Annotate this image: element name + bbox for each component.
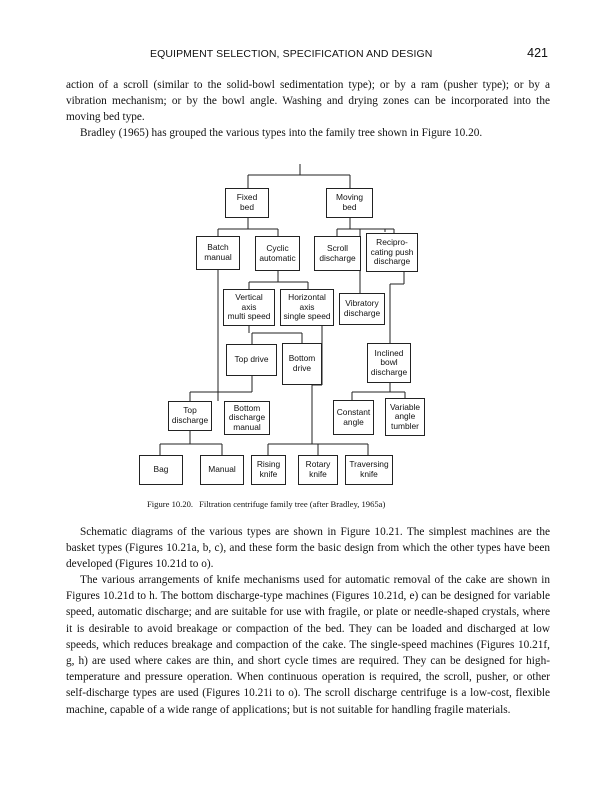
figure-caption-label: Figure 10.20. xyxy=(147,499,194,509)
node-moving-bed: Moving bed xyxy=(326,188,373,218)
page-number: 421 xyxy=(527,46,548,60)
node-batch-manual: Batch manual xyxy=(196,236,240,270)
node-vertical-axis: Vertical axis multi speed xyxy=(223,289,275,326)
node-top-discharge: Top discharge xyxy=(168,401,212,431)
node-horizontal-axis: Horizontal axis single speed xyxy=(280,289,334,326)
node-vibratory-discharge: Vibratory discharge xyxy=(339,293,385,325)
node-constant-angle: Constant angle xyxy=(333,400,374,435)
node-inclined-bowl: Inclined bowl discharge xyxy=(367,343,411,383)
node-rotary-knife: Rotary knife xyxy=(298,455,338,485)
node-rising-knife: Rising knife xyxy=(251,455,286,485)
node-traversing-knife: Traversing knife xyxy=(345,455,393,485)
node-top-drive: Top drive xyxy=(226,344,277,376)
node-bottom-drive: Bottom drive xyxy=(282,343,322,385)
paragraph-2: Bradley (1965) has grouped the various types into the family tree shown in Figure 10.20. xyxy=(80,127,483,139)
paragraph-4: The various arrangements of knife mechanisms used for automatic removal of the cake are shown in Figures 10.21d to h. The bottom discharge-type machines (Figures 10.21d, e) can be designed for variable speed, automatic discharge; and are suitable for use with fragile, or plate or needle-shaped crystals, where it is desirable to avoid breakage or compaction of the bed. They can be loaded and discharged at low speeds, which reduces breakage and compaction of the cake. The single-speed machines (Figures 10.21f, g, h) are used where cakes are thin, and short cycle times are required. They can be designed for high-temperature and pressure operation. When continuous operation is required, the scroll, pusher, or other self-discharge types are used (Figures 10.21i to o). The scroll discharge centrifuge is a low-cost, flexible machine, capable of a wide range of applications; but is not suitable for handling fragile materials. xyxy=(66,574,550,716)
node-fixed-bed: Fixed bed xyxy=(225,188,269,218)
node-manual: Manual xyxy=(200,455,244,485)
node-bottom-discharge-manual: Bottom discharge manual xyxy=(224,401,270,435)
paragraph-3: Schematic diagrams of the various types are shown in Figure 10.21. The simplest machines are the basket types (Figures 10.21a, b, c), and these form the basic design from which the other types have been developed (Figures 10.21d to o). xyxy=(66,526,550,571)
paragraph-1: action of a scroll (similar to the solid-bowl sedimentation type); or by a ram (pusher type); or by a vibration mechanism; or by the bowl angle. Washing and drying zones can be incorporated into the moving bed type. xyxy=(66,79,550,124)
node-variable-angle: Variable angle tumbler xyxy=(385,398,425,436)
figure-caption-text: Filtration centrifuge family tree (after Bradley, 1965a) xyxy=(199,499,386,509)
figure-caption xyxy=(147,499,385,509)
node-scroll-discharge: Scroll discharge xyxy=(314,236,361,271)
node-reciprocating-push: Recipro- cating push discharge xyxy=(366,233,418,272)
running-header-title: EQUIPMENT SELECTION, SPECIFICATION AND DESIGN xyxy=(150,48,433,60)
node-cyclic-automatic: Cyclic automatic xyxy=(255,236,300,271)
node-bag: Bag xyxy=(139,455,183,485)
running-header xyxy=(66,46,550,62)
